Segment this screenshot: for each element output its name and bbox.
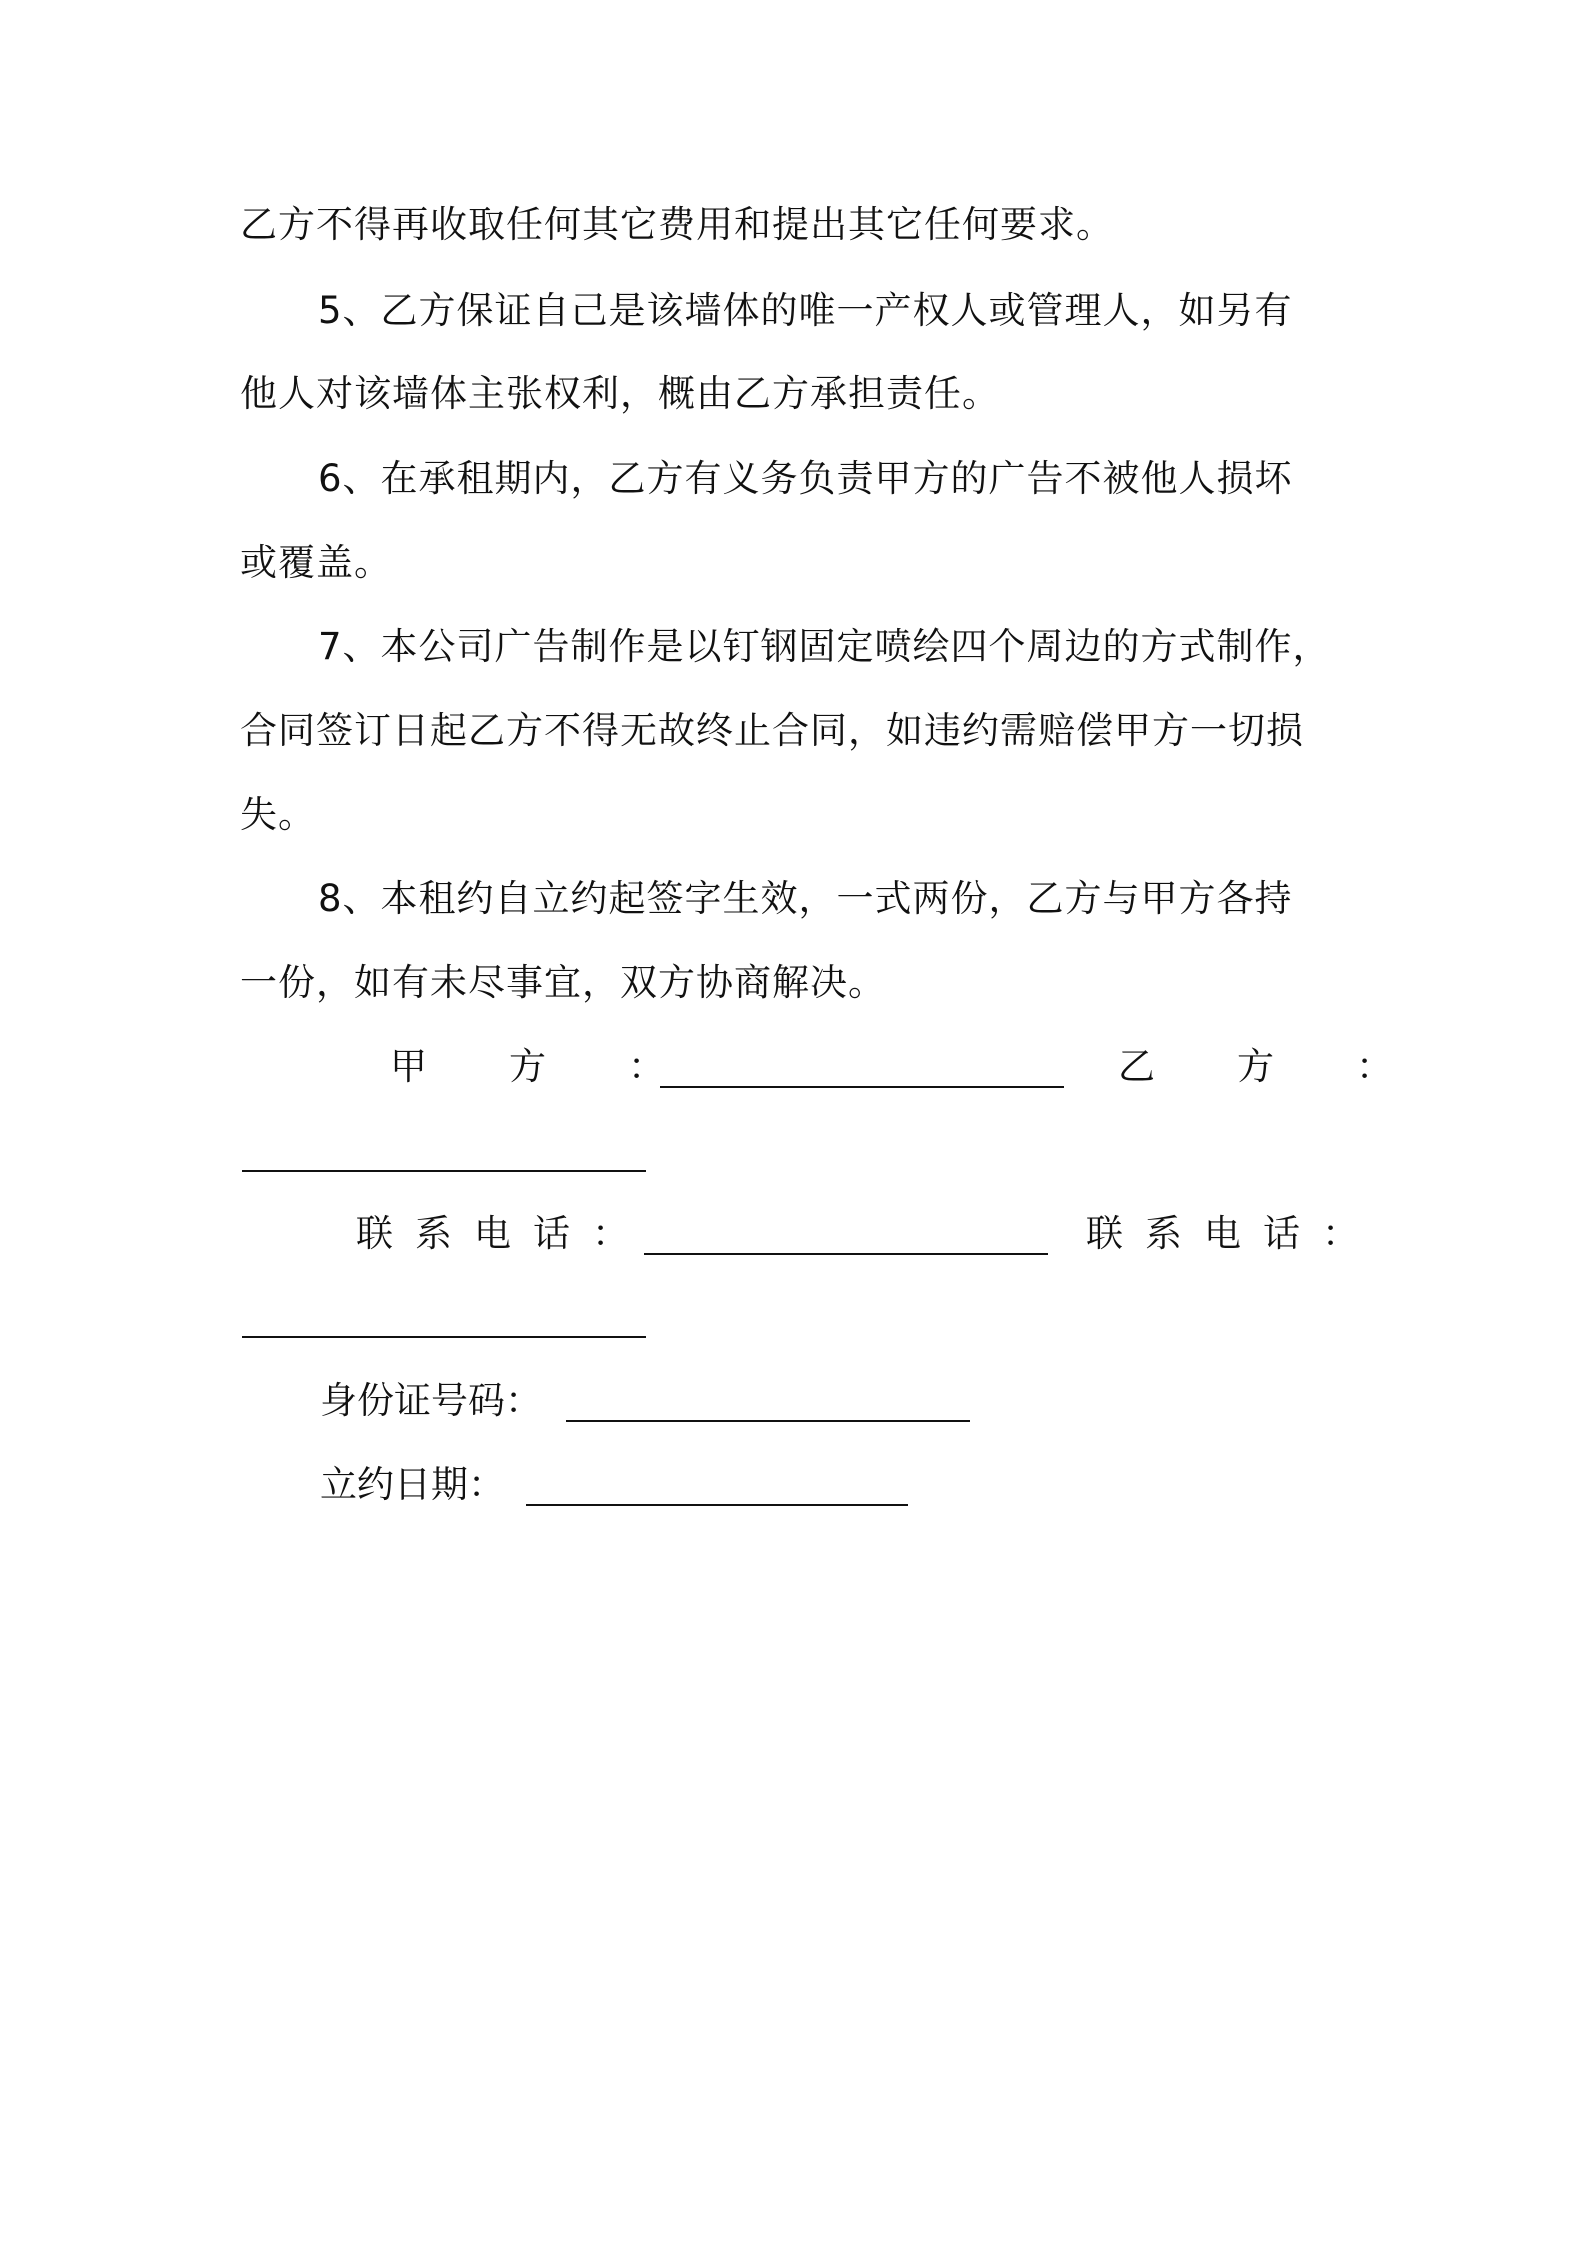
phone-b-row [1086,1209,1381,1259]
id-number-label: 身份证号码： [320,1379,542,1422]
phone-b-label: 联系电话： [1086,1212,1381,1255]
clause-7-line-1: 7、本公司广告制作是以钉钢固定喷绘四个周边的方式制作， [318,625,1331,668]
date-label: 立约日期： [320,1463,505,1506]
date-row [320,1460,505,1510]
clause-5-line-2: 他人对该墙体主张权利，概由乙方承担责任。 [240,372,1000,415]
phone-a-row [356,1209,651,1259]
contract-text-line: 乙方不得再收取任何其它费用和提出其它任何要求。 [240,203,1114,246]
party-b-label: 乙方： [1118,1045,1475,1088]
clause-8-line-1: 8、本租约自立约起签字生效，一式两份，乙方与甲方各持 [318,877,1293,920]
clause-6-line-1: 6、在承租期内，乙方有义务负责甲方的广告不被他人损坏 [318,457,1293,500]
clause-8-line-2: 一份，如有未尽事宜，双方协商解决。 [240,961,886,1004]
party-b-row [1118,1042,1475,1092]
phone-b-line [242,1300,646,1338]
party-a-label: 甲方： [390,1045,747,1088]
clause-7-line-3: 失。 [240,793,316,836]
clause-6-line-2: 或覆盖。 [240,541,392,584]
party-a-signature-line [660,1050,1064,1088]
id-number-line [566,1384,970,1422]
date-line [526,1468,908,1506]
party-b-signature-line [242,1134,646,1172]
id-number-row [320,1376,542,1426]
clause-5-line-1: 5、乙方保证自己是该墙体的唯一产权人或管理人，如另有 [318,289,1293,332]
clause-7-line-2: 合同签订日起乙方不得无故终止合同，如违约需赔偿甲方一切损 [240,709,1304,752]
phone-a-line [644,1217,1048,1255]
phone-a-label: 联系电话： [356,1212,651,1255]
